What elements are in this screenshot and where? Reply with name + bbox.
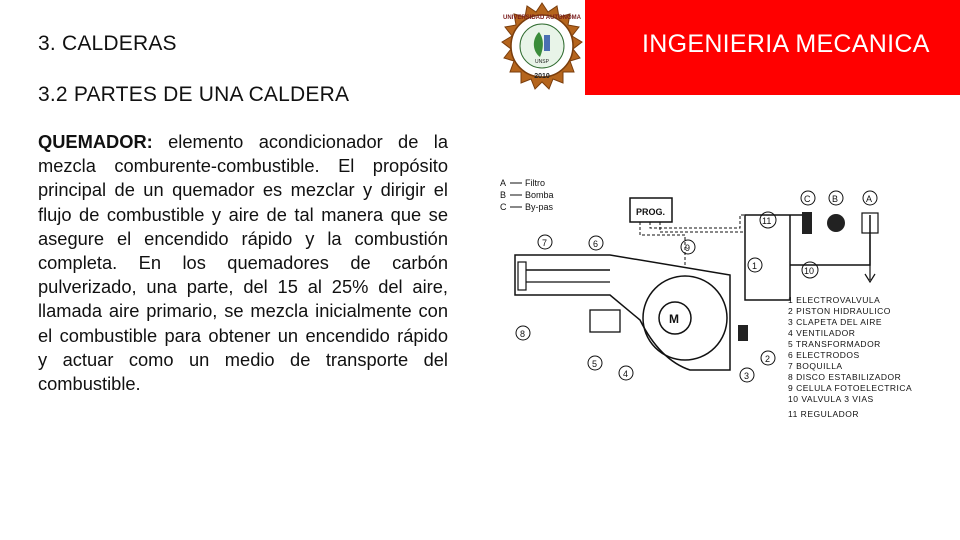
section-title: 3. CALDERAS [38, 32, 177, 55]
subsection-title: 3.2 PARTES DE UNA CALDERA [38, 83, 350, 106]
pump-body [827, 214, 845, 232]
legend-letter-b: B [500, 190, 507, 200]
circle-letter-b: B [832, 194, 839, 204]
fan-housing [643, 276, 727, 360]
part-8: 8 DISCO ESTABILIZADOR [788, 372, 902, 382]
part-3: 3 CLAPETA DEL AIRE [788, 317, 883, 327]
prog-label: PROG. [636, 207, 666, 217]
callout-9: 9 [685, 243, 691, 253]
legend-letter-a: A [500, 178, 507, 188]
callout-5: 5 [592, 359, 598, 369]
air-damper [738, 325, 748, 341]
callout-10: 10 [804, 266, 815, 276]
logo-book-icon [544, 35, 550, 51]
burner-diagram [490, 170, 930, 405]
legend-label-c: By-pas [525, 202, 554, 212]
term-label: QUEMADOR: [38, 131, 153, 152]
tank-arrows [865, 235, 875, 282]
legend-label-b: Bomba [525, 190, 554, 200]
part-1: 1 ELECTROVALVULA [788, 295, 881, 305]
part-7: 7 BOQUILLA [788, 361, 843, 371]
university-logo [499, 2, 585, 92]
callout-11: 11 [762, 216, 772, 226]
part-11: 11 REGULADOR [788, 409, 860, 419]
part-10: 10 VALVULA 3 VIAS [788, 394, 874, 404]
burner-assembly [515, 255, 748, 370]
callout-3: 3 [744, 371, 750, 381]
definition-text: elemento acondicionador de la mezcla comburente-combustible. El propósito principal de un quemador es mezclar y dirigir el flujo de combustible y aire de tal manera que se asegure el encendido rápido y la combustión completa. En los quemadores de carbón pulverizado, una parte, del 15 al 25% del aire, llamada aire primario, se mezcla inicialmente con el combustible para obtener un encendido rápido y actuar como un medio de transporte del combustible. [38, 131, 448, 395]
part-5: 5 TRANSFORMADOR [788, 339, 881, 349]
callout-4: 4 [623, 369, 629, 379]
transformer-box [590, 310, 620, 332]
logo-abbr: UNSP [535, 59, 549, 65]
circle-letter-c: C [804, 194, 811, 204]
logo-top-text: UNIVERSIDAD AUTONOMA [502, 15, 582, 21]
circle-letter-a: A [866, 194, 873, 204]
part-9: 9 CELULA FOTOELECTRICA [788, 383, 913, 393]
callout-2: 2 [765, 354, 771, 364]
part-4: 4 VENTILADOR [788, 328, 856, 338]
callout-1: 1 [752, 261, 758, 271]
body-paragraph [38, 130, 448, 396]
legend-letters [500, 178, 554, 212]
motor-label: M [669, 312, 679, 326]
parts-list [788, 295, 912, 404]
callout-6: 6 [593, 239, 599, 249]
part-2: 2 PISTON HIDRAULICO [788, 306, 891, 316]
logo-year: 2010 [534, 73, 550, 80]
callout-7: 7 [542, 238, 548, 248]
filter-body [802, 212, 812, 234]
parts-list-overflow [788, 407, 928, 421]
legend-label-a: Filtro [525, 178, 545, 188]
part-6: 6 ELECTRODOS [788, 350, 860, 360]
callout-8: 8 [520, 329, 526, 339]
header-title: INGENIERIA MECANICA [642, 30, 930, 58]
prog-box [630, 198, 672, 222]
burner-housing [515, 255, 730, 370]
legend-letter-c: C [500, 202, 507, 212]
nozzle-tube [518, 262, 526, 290]
